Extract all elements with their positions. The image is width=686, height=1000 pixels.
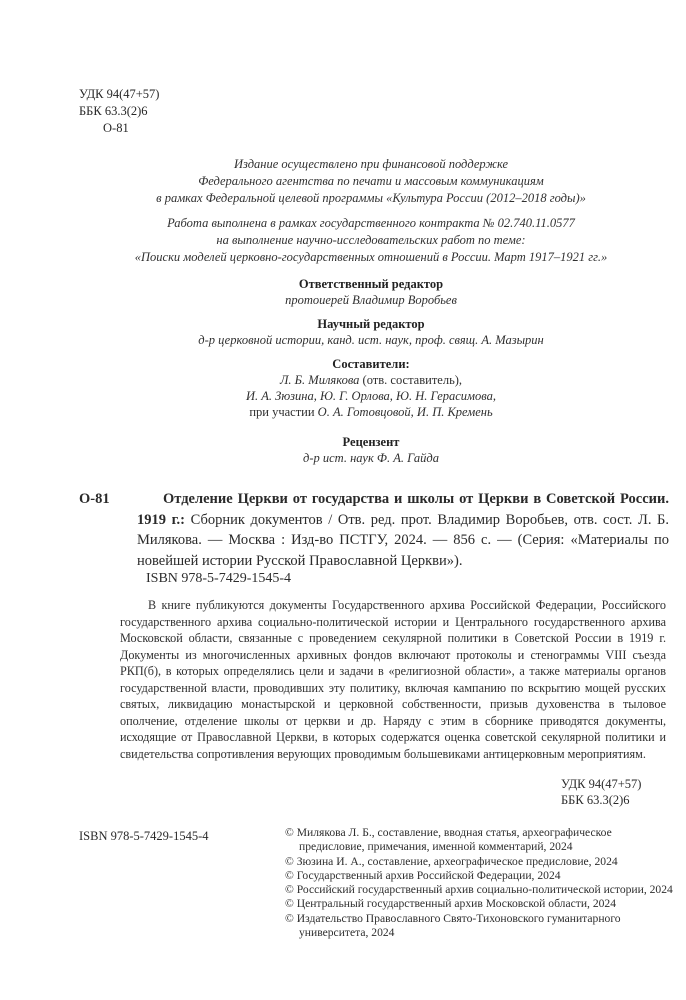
compilers-block — [80, 356, 662, 420]
author-mark: О-81 — [103, 121, 129, 135]
copyright-item: © Российский государственный архив социально-политической истории, 2024 — [285, 883, 673, 897]
contract-line: «Поиски моделей церковно-государственных отношений в России. Март 1917–1921 гг.» — [134, 250, 608, 264]
funding-line: в рамках Федеральной целевой программы «Культура России (2012–2018 годы)» — [156, 191, 586, 205]
bbk-code: ББК 63.3(2)6 — [79, 104, 148, 118]
scientific-editor-block — [80, 316, 662, 348]
funding-line: Федерального агентства по печати и массовым коммуникациям — [198, 174, 544, 188]
compilers-line-3 — [80, 404, 662, 420]
annotation — [120, 597, 666, 762]
isbn-footer: ISBN 978-5-7429-1545-4 — [79, 829, 209, 843]
copyright-item: © Центральный государственный архив Московской области, 2024 — [285, 897, 617, 911]
funding-note — [80, 156, 662, 207]
copyright-item: © Государственный архив Российской Федерации, 2024 — [285, 868, 561, 882]
responsible-editor-name: протоиерей Владимир Воробьев — [285, 293, 457, 307]
scientific-editor-heading: Научный редактор — [317, 317, 425, 331]
scientific-editor-name: д-р церковной истории, канд. ист. наук, проф. свящ. А. Мазырин — [198, 333, 544, 347]
bibliographic-record — [79, 489, 669, 571]
record-description: Сборник документов / Отв. ред. прот. Владимир Воробьев, отв. сост. Л. Б. Милякова. — Москва : Изд-во ПСТГУ, 2024. — 856 с. — (Серия: «Материалы по новейшей истории Русской Православной Церкви»). — [137, 511, 670, 569]
udk-code: УДК 94(47+57) — [79, 87, 160, 101]
footer-udk-code: УДК 94(47+57) — [561, 777, 642, 791]
responsible-editor-heading: Ответственный редактор — [298, 277, 444, 291]
record-text — [137, 489, 669, 571]
record-code: О-81 — [79, 491, 110, 507]
copyright-item: © Издательство Православного Свято-Тихоновского гуманитарного университета, 2024 — [285, 911, 621, 940]
compilers-line-1 — [80, 372, 662, 388]
footer-classification-codes — [561, 776, 641, 808]
reviewer-block — [80, 434, 662, 466]
copyright-item: © Зюзина И. А., составление, археографическое предисловие, 2024 — [285, 854, 618, 868]
classification-codes — [79, 86, 159, 137]
copyright-list — [285, 826, 675, 940]
contract-line: на выполнение научно-исследовательских работ по теме: — [216, 233, 526, 247]
responsible-editor-block — [80, 276, 662, 308]
funding-line: Издание осуществлено при финансовой поддержке — [233, 157, 509, 171]
footer-bbk-code: ББК 63.3(2)6 — [561, 793, 630, 807]
reviewer-heading: Рецензент — [342, 435, 400, 449]
isbn-main: ISBN 978-5-7429-1545-4 — [146, 571, 292, 586]
participants-names: О. А. Готовцовой, И. П. Кремень — [317, 405, 493, 419]
contract-note — [80, 215, 662, 266]
chief-compiler-name: Л. Б. Милякова — [279, 373, 360, 387]
copyright-item: © Милякова Л. Б., составление, вводная статья, археографическое предисловие, примечания, именной комментарий, 2024 — [285, 826, 612, 854]
compilers-heading: Составители: — [332, 357, 410, 371]
compilers-line-2: И. А. Зюзина, Ю. Г. Орлова, Ю. Н. Герасимова, — [245, 389, 497, 403]
annotation-text: В книге публикуются документы Государственного архива Российской Федерации, Российского государственного архива социально-политической истории и Центрального государственного архива Московской области, связанные с проведением секулярной политики в Советской России в 1919 г. Документы из многочисленных архивных фондов включают протоколы и стенограммы VIII съезда РКП(б), в которых определялись цели и задачи в «религиозной области», а также материалы органов государственной власти, проводивших эту политику, включая кампанию по вскрытию мощей русских святых, ликвидацию монастырской и церковной собственности, призыв духовенства в тыловое ополчение, отделение школы от церкви и др. Наряду с этим в сборнике приводятся документы, исходящие от Православной Церкви, в которых содержатся оценка советской секулярной политики и свидетельства сопротивления верующих проводимым большевиками антицерковным мероприятиям. — [120, 598, 666, 761]
reviewer-name: д-р ист. наук Ф. А. Гайда — [303, 451, 439, 465]
contract-line: Работа выполнена в рамках государственного контракта № 02.740.11.0577 — [167, 216, 575, 230]
record-title: Отделение Церкви от государства и школы от Церкви в Советской России. 1919 г.: — [137, 491, 669, 528]
chief-compiler-role: (отв. составитель), — [359, 373, 463, 387]
participation-prefix: при участии — [249, 405, 318, 419]
